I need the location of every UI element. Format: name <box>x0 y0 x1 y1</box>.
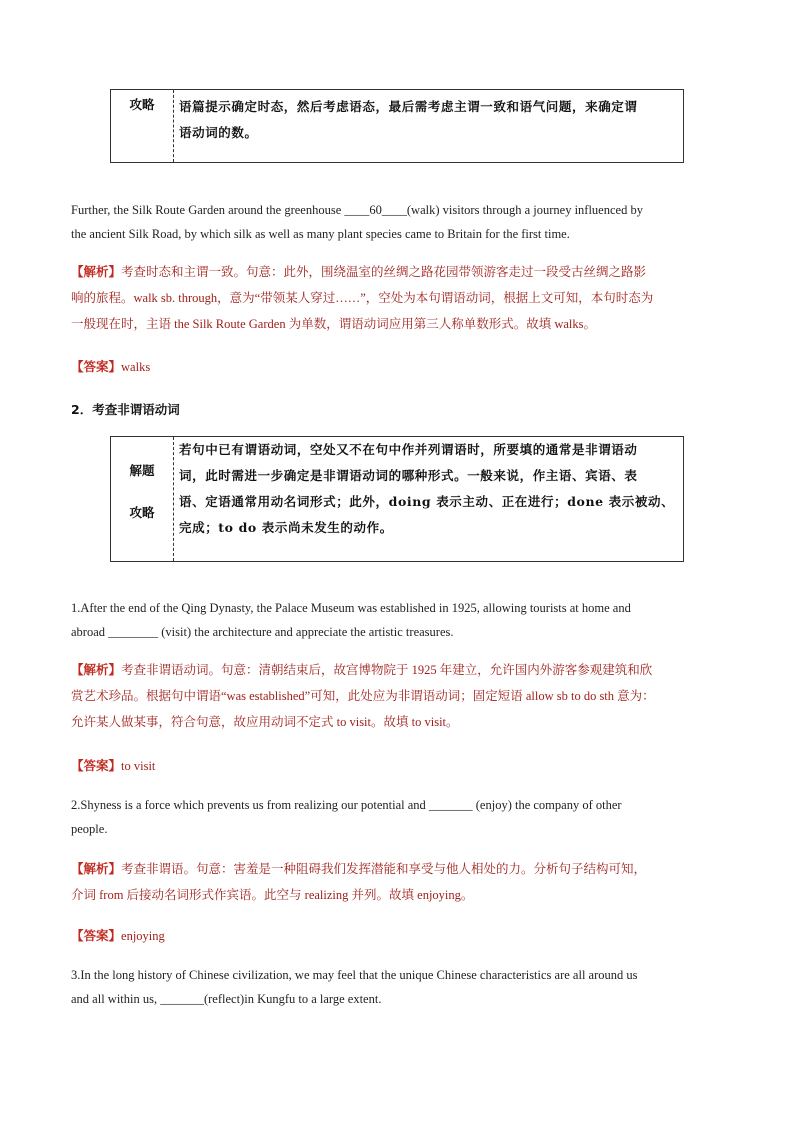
question-3 <box>71 963 723 1011</box>
analysis-line: 一般现在时，主语 the Silk Route Garden 为单数，谓语动词应用第三人称单数形式。故填 walks。 <box>71 317 596 331</box>
analysis-1 <box>71 657 723 735</box>
strategy-text <box>179 94 675 146</box>
analysis-tag: 【解析】 <box>71 662 122 677</box>
strategy-label-cell <box>111 90 174 162</box>
analysis-line: 允许某人做某事，符合句意，故应用动词不定式 to visit。故填 to visit。 <box>71 715 459 729</box>
answer-value: to visit <box>121 759 156 773</box>
question-line: people. <box>71 822 108 836</box>
question-line: and all within us, _______(reflect)in Kungfu to a large extent. <box>71 992 382 1006</box>
answer-60 <box>71 354 723 380</box>
question-2 <box>71 793 723 841</box>
strategy-line: 若句中已有谓语动词，空处又不在句中作并列谓语时，所要填的通常是非谓语动 <box>179 442 638 457</box>
analysis-2 <box>71 856 723 908</box>
question-line: 2.Shyness is a force which prevents us from realizing our potential and _______ (enjoy) the company of other <box>71 798 622 812</box>
answer-2 <box>71 923 723 949</box>
question-line: 3.In the long history of Chinese civilization, we may feel that the unique Chinese characteristics are all around us <box>71 968 638 982</box>
strategy-line: 语动词的数。 <box>179 125 258 140</box>
question-line: abroad ________ (visit) the architecture and appreciate the artistic treasures. <box>71 625 454 639</box>
analysis-tag: 【解析】 <box>71 264 122 279</box>
question-1 <box>71 596 723 644</box>
strategy-text <box>179 437 675 541</box>
analysis-line: 考查非谓语动词。句意：清朝结束后，故宫博物院于 1925 年建立，允许国内外游客参观建筑和欣 <box>121 663 653 677</box>
strategy-label-line1: 解题 <box>129 463 155 478</box>
question-line: Further, the Silk Route Garden around the greenhouse ____60____(walk) visitors through a journey influenced by <box>71 203 643 217</box>
strategy-box-tense <box>110 89 684 163</box>
strategy-line: 语、定语通常用动名词形式；此外，doing 表示主动、正在进行；done 表示被动、 <box>179 494 675 509</box>
answer-1 <box>71 753 723 779</box>
strategy-label-line2: 攻略 <box>129 505 155 520</box>
analysis-line: 介词 from 后接动名词形式作宾语。此空与 realizing 并列。故填 enjoying。 <box>71 888 474 902</box>
answer-tag: 【答案】 <box>71 928 122 943</box>
analysis-line: 考查非谓语。句意：害羞是一种阻碍我们发挥潜能和享受与他人相处的力。分析句子结构可知， <box>121 862 647 876</box>
strategy-label-cell <box>111 437 174 561</box>
analysis-60 <box>71 259 723 337</box>
question-line: the ancient Silk Road, by which silk as well as many plant species came to Britain for the first time. <box>71 227 570 241</box>
strategy-label: 攻略 <box>129 97 155 112</box>
answer-value: walks <box>121 360 151 374</box>
answer-tag: 【答案】 <box>71 758 122 773</box>
strategy-line: 完成；to do 表示尚未发生的动作。 <box>179 520 393 535</box>
analysis-line: 响的旅程。walk sb. through，意为“带领某人穿过……”，空处为本句谓语动词，根据上文可知，本句时态为 <box>71 291 654 305</box>
strategy-line: 语篇提示确定时态，然后考虑语态，最后需考虑主谓一致和语气问题，来确定谓 <box>179 99 638 114</box>
strategy-line: 词，此时需进一步确定是非谓语动词的哪种形式。一般来说，作主语、宾语、表 <box>179 468 638 483</box>
answer-value: enjoying <box>121 929 165 943</box>
answer-tag: 【答案】 <box>71 359 122 374</box>
question-line: 1.After the end of the Qing Dynasty, the Palace Museum was established in 1925, allowing tourists at home and <box>71 601 631 615</box>
section-heading: 2．考查非谓语动词 <box>71 402 180 417</box>
analysis-tag: 【解析】 <box>71 861 122 876</box>
analysis-line: 考查时态和主谓一致。句意：此外，围绕温室的丝绸之路花园带领游客走过一段受古丝绸之路影 <box>121 265 647 279</box>
strategy-box-nonfinite <box>110 436 684 562</box>
question-60 <box>71 198 723 246</box>
analysis-line: 赏艺术珍品。根据句中谓语“was established”可知，此处应为非谓语动词；固定短语 allow sb to do sth 意为： <box>71 689 655 703</box>
